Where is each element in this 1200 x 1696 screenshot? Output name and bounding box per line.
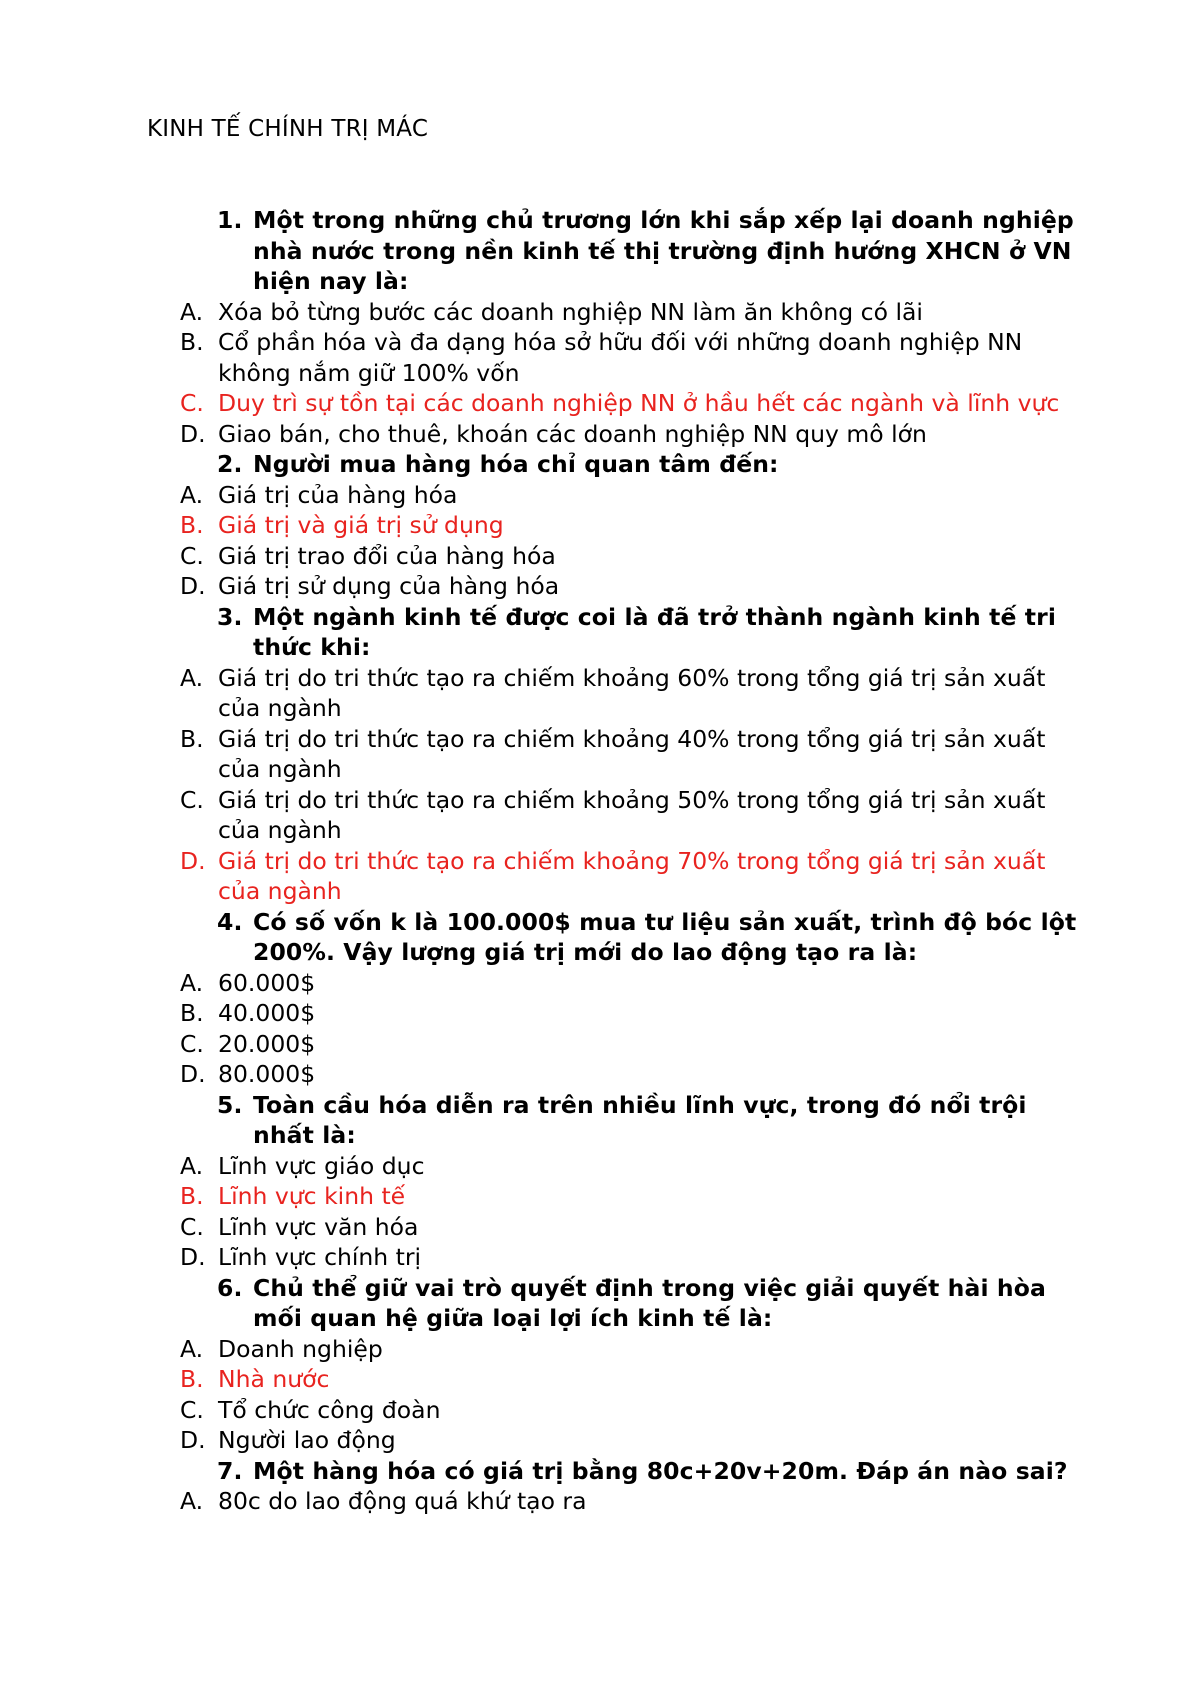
question-text: Có số vốn k là 100.000$ mua tư liệu sản xuất, trình độ bóc lột 200%. Vậy lượng giá trị mới do lao động tạo ra là: bbox=[253, 907, 1077, 966]
option-letter: B. bbox=[180, 1182, 204, 1210]
answer-option bbox=[180, 1151, 1080, 1182]
question-text: Một ngành kinh tế được coi là đã trở thành ngành kinh tế tri thức khi: bbox=[253, 602, 1056, 661]
answer-option-correct bbox=[180, 846, 1080, 907]
option-letter: D. bbox=[180, 846, 206, 875]
question-number: 6. bbox=[217, 1273, 243, 1302]
option-letter: A. bbox=[180, 480, 204, 509]
option-text: Lĩnh vực chính trị bbox=[218, 1243, 422, 1271]
question-heading bbox=[217, 907, 1080, 968]
option-letter: A. bbox=[180, 663, 204, 692]
option-letter: B. bbox=[180, 1365, 204, 1393]
option-letter: C. bbox=[180, 785, 204, 814]
option-letter: C. bbox=[180, 1212, 204, 1241]
option-text: 40.000$ bbox=[218, 999, 316, 1027]
option-letter: B. bbox=[180, 511, 204, 539]
option-text: Giá trị do tri thức tạo ra chiếm khoảng 70% trong tổng giá trị sản xuất của ngành bbox=[218, 846, 1046, 905]
option-text: Giá trị của hàng hóa bbox=[218, 480, 458, 509]
answer-option bbox=[180, 1212, 1080, 1243]
answer-option bbox=[180, 663, 1080, 724]
option-text: Lĩnh vực giáo dục bbox=[218, 1151, 425, 1180]
option-letter: C. bbox=[180, 541, 204, 570]
question-number: 4. bbox=[217, 907, 243, 936]
document-title: KINH TẾ CHÍNH TRỊ MÁC bbox=[147, 116, 429, 142]
answer-option bbox=[180, 1334, 1080, 1365]
answer-option bbox=[180, 1425, 1080, 1456]
question-text: Người mua hàng hóa chỉ quan tâm đến: bbox=[253, 450, 779, 478]
option-text: Giá trị do tri thức tạo ra chiếm khoảng 60% trong tổng giá trị sản xuất của ngành bbox=[218, 663, 1046, 722]
option-text: Lĩnh vực kinh tế bbox=[218, 1182, 406, 1210]
answer-option bbox=[180, 1059, 1080, 1090]
answer-option bbox=[180, 571, 1080, 602]
option-text: Giá trị do tri thức tạo ra chiếm khoảng 50% trong tổng giá trị sản xuất của ngành bbox=[218, 785, 1046, 844]
option-text: 80.000$ bbox=[218, 1060, 316, 1088]
answer-option bbox=[180, 998, 1080, 1029]
answer-option-correct bbox=[180, 1181, 1080, 1212]
option-text: 20.000$ bbox=[218, 1029, 316, 1058]
answer-option bbox=[180, 297, 1080, 328]
option-text: Doanh nghiệp bbox=[218, 1334, 383, 1363]
option-letter: A. bbox=[180, 1487, 204, 1515]
option-letter: A. bbox=[180, 297, 204, 326]
option-letter: C. bbox=[180, 389, 204, 417]
option-letter: B. bbox=[180, 328, 204, 356]
option-text: Lĩnh vực văn hóa bbox=[218, 1212, 419, 1241]
option-letter: A. bbox=[180, 1334, 204, 1363]
option-letter: B. bbox=[180, 999, 204, 1027]
option-letter: A. bbox=[180, 1151, 204, 1180]
option-letter: D. bbox=[180, 572, 206, 600]
option-text: Giá trị trao đổi của hàng hóa bbox=[218, 541, 556, 570]
option-text: Giá trị do tri thức tạo ra chiếm khoảng 40% trong tổng giá trị sản xuất của ngành bbox=[218, 724, 1046, 783]
question-text: Chủ thể giữ vai trò quyết định trong việc giải quyết hài hòa mối quan hệ giữa loại lợi ích kinh tế là: bbox=[253, 1273, 1046, 1332]
answer-option-correct bbox=[180, 510, 1080, 541]
option-text: 80c do lao động quá khứ tạo ra bbox=[218, 1487, 587, 1515]
question-heading bbox=[217, 205, 1080, 297]
answer-option bbox=[180, 1395, 1080, 1426]
question-number: 1. bbox=[217, 206, 243, 234]
option-text: 60.000$ bbox=[218, 968, 316, 997]
option-letter: D. bbox=[180, 419, 206, 448]
option-text: Cổ phần hóa và đa dạng hóa sở hữu đối với những doanh nghiệp NN không nắm giữ 100% vốn bbox=[218, 328, 1023, 387]
option-text: Giá trị sử dụng của hàng hóa bbox=[218, 572, 560, 600]
option-letter: B. bbox=[180, 724, 204, 753]
question-number: 5. bbox=[217, 1090, 243, 1119]
option-letter: C. bbox=[180, 1395, 204, 1424]
question-number: 2. bbox=[217, 450, 243, 478]
answer-option bbox=[180, 419, 1080, 450]
answer-option bbox=[180, 541, 1080, 572]
option-letter: D. bbox=[180, 1243, 206, 1271]
option-text: Giá trị và giá trị sử dụng bbox=[218, 511, 504, 539]
option-letter: A. bbox=[180, 968, 204, 997]
question-heading bbox=[217, 602, 1080, 663]
question-number: 3. bbox=[217, 602, 243, 631]
answer-option bbox=[180, 785, 1080, 846]
option-letter: C. bbox=[180, 1029, 204, 1058]
option-text: Giao bán, cho thuê, khoán các doanh nghiệp NN quy mô lớn bbox=[218, 419, 927, 448]
answer-option-correct bbox=[180, 1364, 1080, 1395]
answer-option bbox=[180, 480, 1080, 511]
question-heading bbox=[217, 1090, 1080, 1151]
option-text: Nhà nước bbox=[218, 1365, 330, 1393]
question-heading bbox=[217, 1273, 1080, 1334]
answer-option bbox=[180, 968, 1080, 999]
answer-option bbox=[180, 1029, 1080, 1060]
answer-option bbox=[180, 327, 1080, 388]
option-text: Duy trì sự tồn tại các doanh nghiệp NN ở hầu hết các ngành và lĩnh vực bbox=[218, 389, 1060, 417]
question-text: Một trong những chủ trương lớn khi sắp xếp lại doanh nghiệp nhà nước trong nền kinh tế thị trường định hướng XHCN ở VN hiện nay là: bbox=[253, 206, 1074, 295]
answer-option bbox=[180, 724, 1080, 785]
option-text: Xóa bỏ từng bước các doanh nghiệp NN làm ăn không có lãi bbox=[218, 297, 923, 326]
answer-option-correct bbox=[180, 388, 1080, 419]
option-text: Tổ chức công đoàn bbox=[218, 1395, 441, 1424]
question-text: Toàn cầu hóa diễn ra trên nhiều lĩnh vực, trong đó nổi trội nhất là: bbox=[253, 1090, 1027, 1149]
question-text: Một hàng hóa có giá trị bằng 80c+20v+20m. Đáp án nào sai? bbox=[253, 1456, 1068, 1485]
option-letter: D. bbox=[180, 1060, 206, 1088]
option-text: Người lao động bbox=[218, 1426, 396, 1454]
option-letter: D. bbox=[180, 1426, 206, 1454]
question-list bbox=[180, 205, 1080, 1517]
question-number: 7. bbox=[217, 1456, 243, 1485]
question-heading bbox=[217, 1456, 1080, 1487]
answer-option bbox=[180, 1242, 1080, 1273]
question-heading bbox=[217, 449, 1080, 480]
answer-option bbox=[180, 1486, 1080, 1517]
